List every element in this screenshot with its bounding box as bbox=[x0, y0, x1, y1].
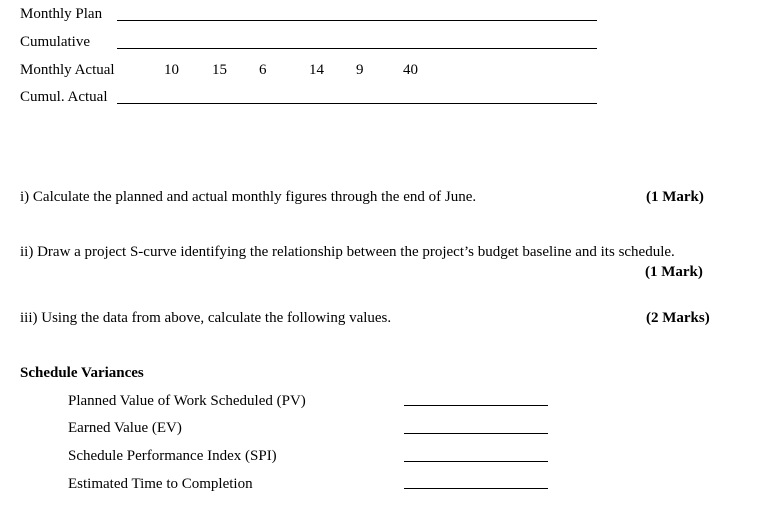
row-label-monthly-plan: Monthly Plan bbox=[20, 6, 103, 22]
monthly-actual-value-4: 14 bbox=[309, 62, 324, 78]
monthly-actual-value-3: 6 bbox=[259, 62, 267, 78]
row-label-cumul-actual: Cumul. Actual bbox=[20, 89, 108, 105]
question-2-text: ii) Draw a project S-curve identifying the relationship between the project’s budget baseline and its schedule. bbox=[20, 244, 675, 260]
spi-answer-line bbox=[404, 461, 548, 462]
schedule-variances-heading: Schedule Variances bbox=[20, 365, 144, 381]
schedule-item-spi: Schedule Performance Index (SPI) bbox=[68, 448, 277, 464]
schedule-item-ev: Earned Value (EV) bbox=[68, 420, 182, 436]
ev-answer-line bbox=[404, 433, 548, 434]
schedule-item-pv: Planned Value of Work Scheduled (PV) bbox=[68, 393, 306, 409]
monthly-actual-value-1: 10 bbox=[164, 62, 179, 78]
monthly-actual-value-2: 15 bbox=[212, 62, 227, 78]
schedule-item-etc: Estimated Time to Completion bbox=[68, 476, 253, 492]
etc-answer-line bbox=[404, 488, 548, 489]
question-3-marks: (2 Marks) bbox=[646, 310, 710, 326]
question-2-marks: (1 Mark) bbox=[645, 264, 703, 280]
cumulative-blank-line bbox=[117, 48, 597, 49]
question-1-text: i) Calculate the planned and actual monthly figures through the end of June. bbox=[20, 189, 477, 205]
pv-answer-line bbox=[404, 405, 548, 406]
cumul-actual-blank-line bbox=[117, 103, 597, 104]
question-3-text: iii) Using the data from above, calculate the following values. bbox=[20, 310, 392, 326]
monthly-actual-value-5: 9 bbox=[356, 62, 364, 78]
monthly-plan-blank-line bbox=[117, 20, 597, 21]
row-label-monthly-actual: Monthly Actual bbox=[20, 62, 115, 78]
monthly-actual-value-6: 40 bbox=[403, 62, 418, 78]
question-1-marks: (1 Mark) bbox=[646, 189, 704, 205]
row-label-cumulative: Cumulative bbox=[20, 34, 90, 50]
